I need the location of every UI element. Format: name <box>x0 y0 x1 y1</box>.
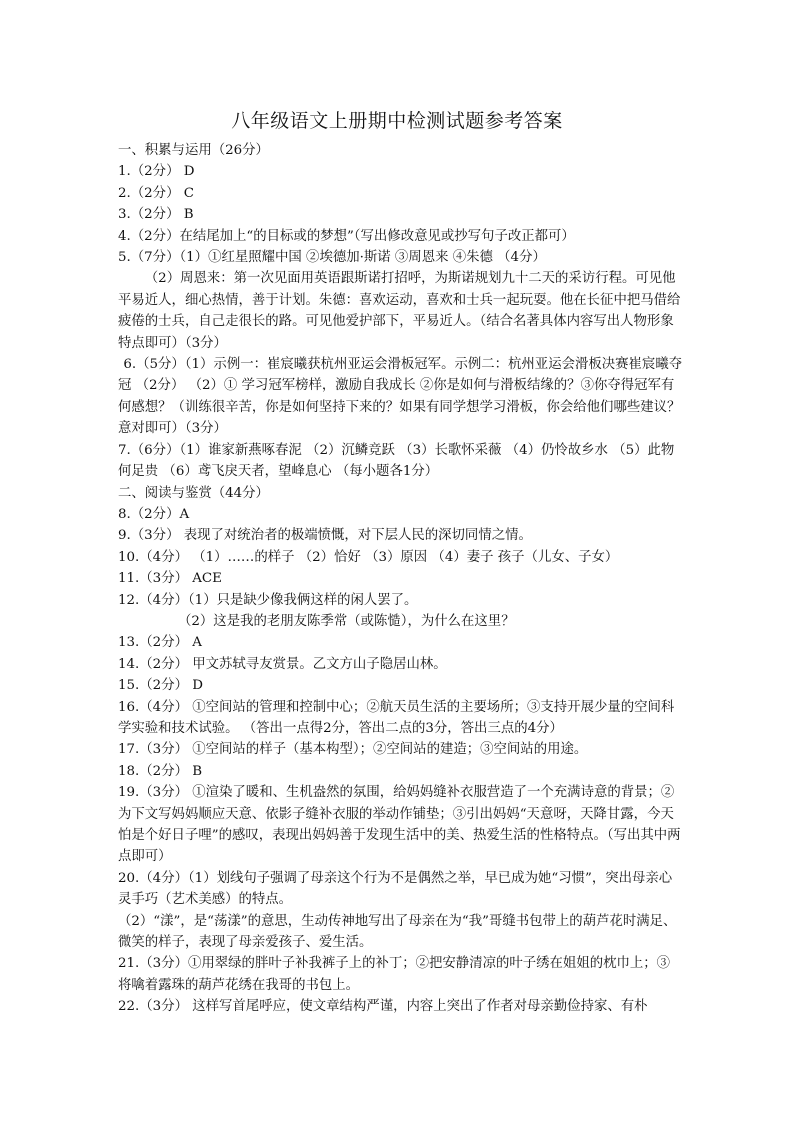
answer-line: 22.（3分） 这样写首尾呼应，使文章结构严谨，内容上突出了作者对母亲勤俭持家、有朴 <box>118 999 648 1015</box>
answer-line: 15.（2分） D <box>118 678 203 694</box>
answer-line: 5.（7分）（1）①红星照耀中国 ②埃德加·斯诺 ③周恩来 ④朱德 （4分） <box>118 250 546 266</box>
answer-paragraph: 21.（3分）①用翠绿的胖叶子补我裤子上的补丁；②把安静清凉的叶子绣在姐姐的枕巾上；③将噙着露珠的葫芦花绣在我哥的书包上。 <box>118 956 671 993</box>
answer-paragraph: （2）“漾”，是“荡漾”的意思，生动传神地写出了母亲在为“我”哥缝书包带上的葫芦花时满足、微笑的样子，表现了母亲爱孩子、爱生活。 <box>118 913 677 951</box>
page-title: 八年级语文上册期中检测试题参考答案 <box>231 110 563 132</box>
answer-line: 4.（2分）在结尾加上“的目标或的梦想”（写出修改意见或抄写句子改正都可） <box>118 228 575 244</box>
answer-line: 10.（4分） （1）……的样子 （2）恰好 （3）原因 （4）妻子 孩子（儿女、子女） <box>118 549 619 565</box>
answer-paragraph: 7.（6分）（1）谁家新燕啄春泥 （2）沉鳞竞跃 （3）长歌怀采薇 （4）仍怜故乡水 （5）此物何足贵 （6）鸢飞戾天者，望峰息心 （每小题各1分） <box>118 442 675 480</box>
answer-paragraph: 6.（5分）（1）示例一：崔宸曦获杭州亚运会滑板冠军。示例二：杭州亚运会滑板决赛崔宸曦夺冠 （2分） （2）① 学习冠军榜样，激励自我成长 ②你是如何与滑板结缘的？③你夺得冠军有何感想？（训练很辛苦，你是如何坚持下来的？如果有同学想学习滑板，你会给他们哪些建议？意对即可）（3分） <box>118 357 683 437</box>
answer-paragraph: 20.（4分）（1）划线句子强调了母亲这个行为不是偶然之举，早已成为她“习惯”，突出母亲心灵手巧（艺术美感）的特点。 <box>118 870 673 908</box>
answer-line: 3.（2分） B <box>118 207 194 223</box>
answer-line: 2.（2分） C <box>118 185 194 201</box>
answer-line: 17.（3分） ①空间站的样子（基本构型）；②空间站的建造；③空间站的用途。 <box>118 742 588 758</box>
answer-line: 9.（3分） 表现了对统治者的极端愤慨，对下层人民的深切同情之情。 <box>118 528 532 544</box>
answer-line: 13.（2分） A <box>118 635 202 651</box>
answer-line: 8.（2分）A <box>118 506 190 522</box>
section-heading: 一、积累与运用（26分） <box>118 143 269 158</box>
answer-line: 12.（4分）（1）只是缺少像我俩这样的闲人罢了。 <box>118 592 418 608</box>
answer-line: （2）这是我的老朋友陈季常（或陈慥），为什么在这里？ <box>178 613 515 629</box>
answer-line: 18.（2分） B <box>118 763 203 779</box>
section-heading: 二、阅读与鉴赏（44分） <box>118 485 269 501</box>
answer-paragraph: 19.（3分） ①渲染了暖和、生机盎然的氛围，给妈妈缝补衣服营造了一个充满诗意的背景；②为下文写妈妈顺应天意、依影子缝补衣服的举动作铺垫；③引出妈妈“天意呀，天降甘露，今天怕是个好日子哩”的感叹，表现出妈妈善于发现生活中的美、热爱生活的性格特点。（写出其中两点即可） <box>118 785 681 865</box>
answer-line: 1.（2分） D <box>118 164 195 180</box>
answer-line: 11.（3分） ACE <box>118 571 222 587</box>
answer-body <box>118 140 683 1018</box>
answer-paragraph: 16.（4分） ①空间站的管理和控制中心；②航天员生活的主要场所；③支持开展少量的空间科学实验和技术试验。 （答出一点得2分，答出二点的3分，答出三点的4分） <box>118 699 675 736</box>
answer-paragraph: （2）周恩来：第一次见面用英语跟斯诺打招呼，为斯诺规划九十二天的采访行程。可见他平易近人，细心热情，善于计划。朱德：喜欢运动，喜欢和士兵一起玩耍。他在长征中把马借给疲倦的士兵，自己走很长的路。可见他爱护部下，平易近人。（结合名著具体内容写出人物形象特点即可）（3分） <box>118 271 681 351</box>
answer-line: 14.（2分） 甲文苏轼寻友赏景。乙文方山子隐居山林。 <box>118 656 447 672</box>
